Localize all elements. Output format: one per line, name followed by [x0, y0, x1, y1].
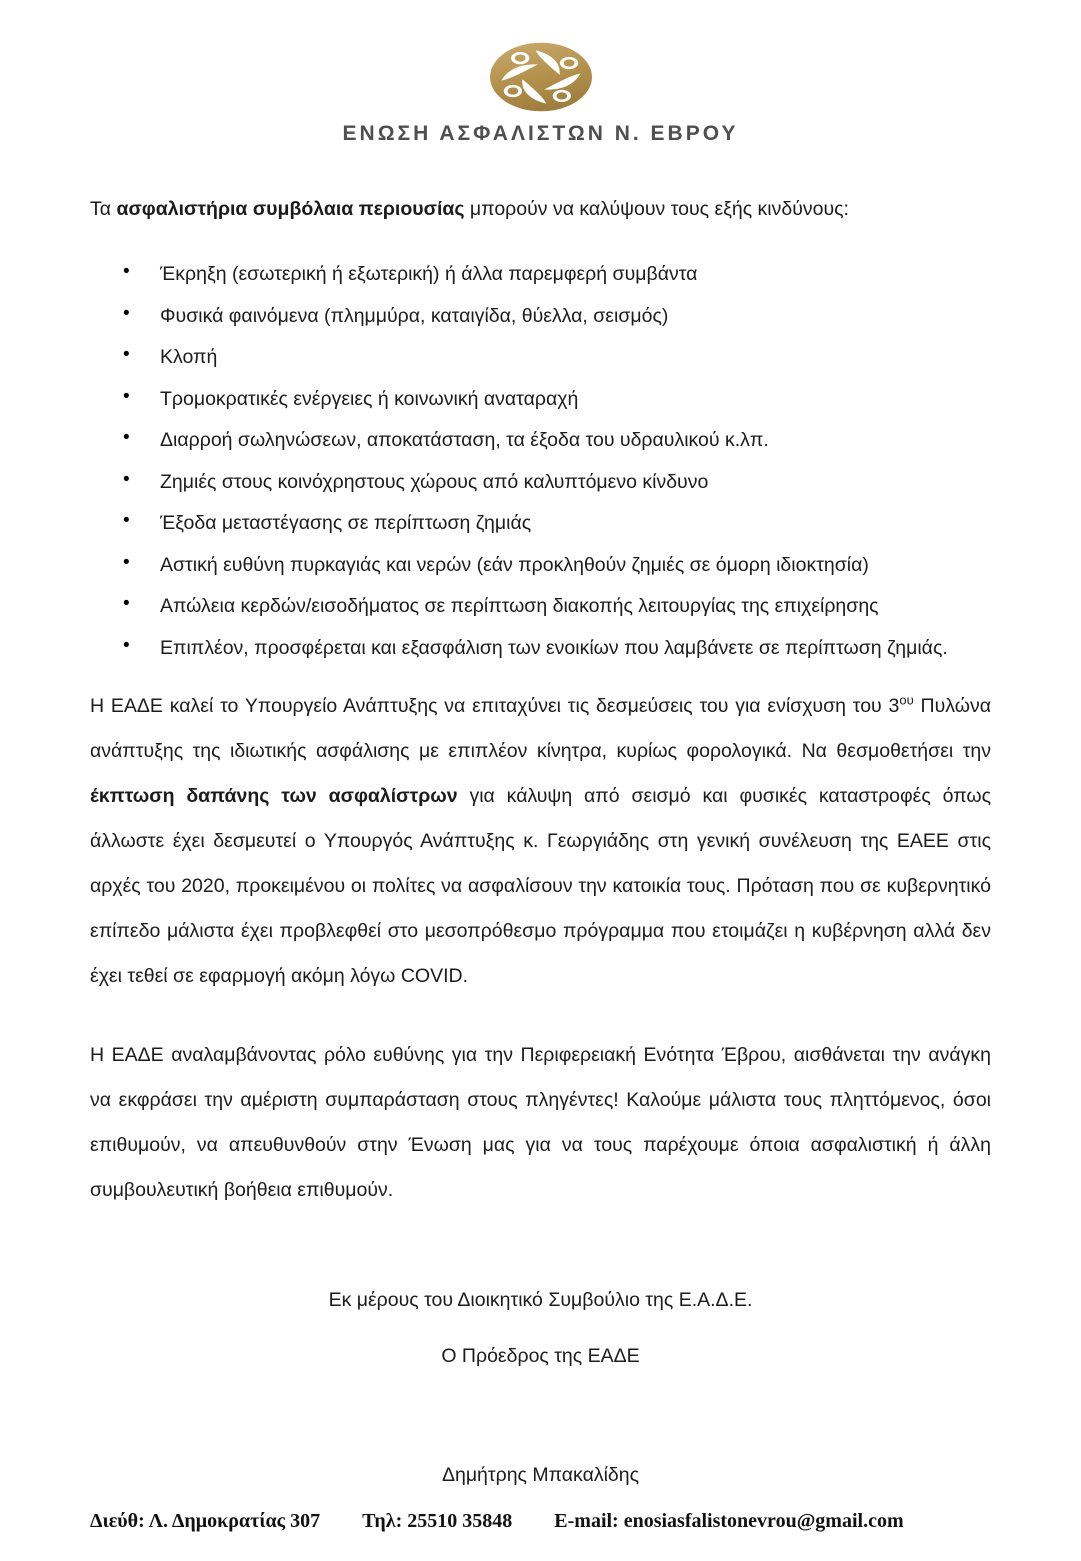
bullet-icon: • [123, 593, 130, 614]
p1-bold-phrase: έκπτωση δαπάνης των ασφαλίστρων [90, 784, 458, 807]
paragraph-ministry-appeal [90, 684, 991, 999]
risk-list-item [90, 553, 991, 577]
risk-item-text: Ζημιές στους κοινόχρηστους χώρους από καλυπτόμενο κίνδυνο [160, 470, 709, 493]
risk-list-item [90, 470, 991, 494]
risk-item-text: Απώλεια κερδών/εισοδήματος σε περίπτωση διακοπής λειτουργίας της επιχείρησης [160, 595, 879, 617]
risk-list-item [90, 387, 991, 411]
risk-list-item [90, 594, 991, 618]
org-logo [0, 0, 1081, 112]
bullet-icon: • [123, 427, 130, 448]
intro-paragraph [90, 196, 991, 222]
risk-list-item [90, 636, 991, 660]
bullet-icon: • [123, 261, 130, 282]
risk-item-text: Έκρηξη (εσωτερική ή εξωτερική) ή άλλα παρεμφερή συμβάντα [160, 263, 698, 285]
risk-item-text: Φυσικά φαινόμενα (πλημμύρα, καταιγίδα, θύελλα, σεισμός) [160, 304, 669, 327]
risk-item-text: Διαρροή σωληνώσεων, αποκατάσταση, τα έξοδα του υδραυλικού κ.λπ. [160, 429, 769, 451]
risk-list-item [90, 511, 991, 535]
bullet-icon: • [123, 302, 130, 324]
bullet-icon: • [123, 634, 130, 656]
risk-list-item [90, 304, 991, 328]
p1-seg3: για κάλυψη από σεισμό και φυσικές καταστροφές όπως άλλωστε έχει δεσμευτεί ο Υπουργός Ανάπτυξης κ. Γεωργιάδης στη γενική συνέλευση της ΕΑΕΕ στις αρχές του 2020, προκειμένου οι πολίτες να ασφαλίσουν την κατοικία τους. Πρόταση που σε κυβερνητικό επίπεδο μάλιστα έχει προβλεφθεί στο μεσοπρόθεσμο πρόγραμμα που ετοιμάζει η κυβέρνηση αλλά δεν έχει τεθεί σε εφαρμογή ακόμη λόγω COVID. [90, 784, 991, 987]
closing-president-title: Ο Πρόεδρος της ΕΑΔΕ [441, 1344, 640, 1367]
bullet-icon: • [123, 385, 130, 407]
closing-on-behalf: Εκ μέρους του Διοικητικό Συμβούλιο της Ε.Α.Δ.Ε. [328, 1288, 753, 1311]
p1-seg2: Πυλώνα ανάπτυξης της ιδιωτικής ασφάλισης με επιπλέον κίνητρα, κυρίως φορολογικά. Να θεσμοθετήσει την [90, 694, 991, 762]
footer-phone: Τηλ: 25510 35848 [362, 1510, 513, 1532]
intro-bold-phrase: ασφαλιστήρια συμβόλαια περιουσίας [116, 198, 465, 220]
bullet-icon: • [123, 510, 130, 531]
footer-address: Διεύθ: Λ. Δημοκρατίας 307 [90, 1510, 321, 1532]
letter-footer [90, 1510, 1021, 1533]
footer-email: E-mail: enosiasfalistonevrou@gmail.com [554, 1510, 904, 1532]
risk-item-text: Κλοπή [160, 346, 218, 368]
risk-list-item [90, 428, 991, 452]
bullet-icon: • [123, 468, 130, 490]
ordinal-superscript: ου [899, 692, 914, 707]
p1-seg1: Η ΕΑΔΕ καλεί το Υπουργείο Ανάπτυξης να επιταχύνει τις δεσμεύσεις του για ενίσχυση του 3 [90, 694, 900, 717]
risk-item-text: Αστική ευθύνη πυρκαγιάς και νερών (εάν προκληθούν ζημιές σε όμορη ιδιοκτησία) [160, 553, 869, 576]
risk-list-item [90, 345, 991, 369]
bullet-icon: • [123, 551, 130, 573]
signatory-name: Δημήτρης Μπακαλίδης [441, 1463, 640, 1486]
org-title: ΕΝΩΣΗ ΑΣΦΑΛΙΣΤΩΝ Ν. ΕΒΡΟΥ [342, 122, 739, 145]
paragraph-support-statement: Η ΕΑΔΕ αναλαμβάνοντας ρόλο ευθύνης για την Περιφερειακή Ενότητα Έβρου, αισθάνεται την ανάγκη να εκφράσει την αμέριστη συμπαράσταση στους πληγέντες! Καλούμε μάλιστα τους πληττόμενος, όσοι επιθυμούν, να απευθυνθούν στην Ένωση μας για να τους παρέχουμε όποια ασφαλιστική ή άλλη συμβουλευτική βοήθεια επιθυμούν. [90, 1043, 991, 1201]
risk-list-item [90, 262, 991, 286]
union-emblem-icon [489, 42, 593, 112]
risk-item-text: Επιπλέον, προσφέρεται και εξασφάλιση των ενοικίων που λαμβάνετε σε περίπτωση ζημιάς. [160, 636, 948, 659]
intro-suffix: μπορούν να καλύψουν τους εξής κινδύνους: [464, 198, 849, 220]
risk-item-text: Έξοδα μεταστέγασης σε περίπτωση ζημιάς [160, 512, 532, 534]
risk-list [90, 262, 991, 660]
intro-prefix: Τα [90, 198, 117, 220]
risk-item-text: Τρομοκρατικές ενέργειες ή κοινωνική αναταραχή [160, 387, 579, 410]
bullet-icon: • [123, 344, 130, 365]
